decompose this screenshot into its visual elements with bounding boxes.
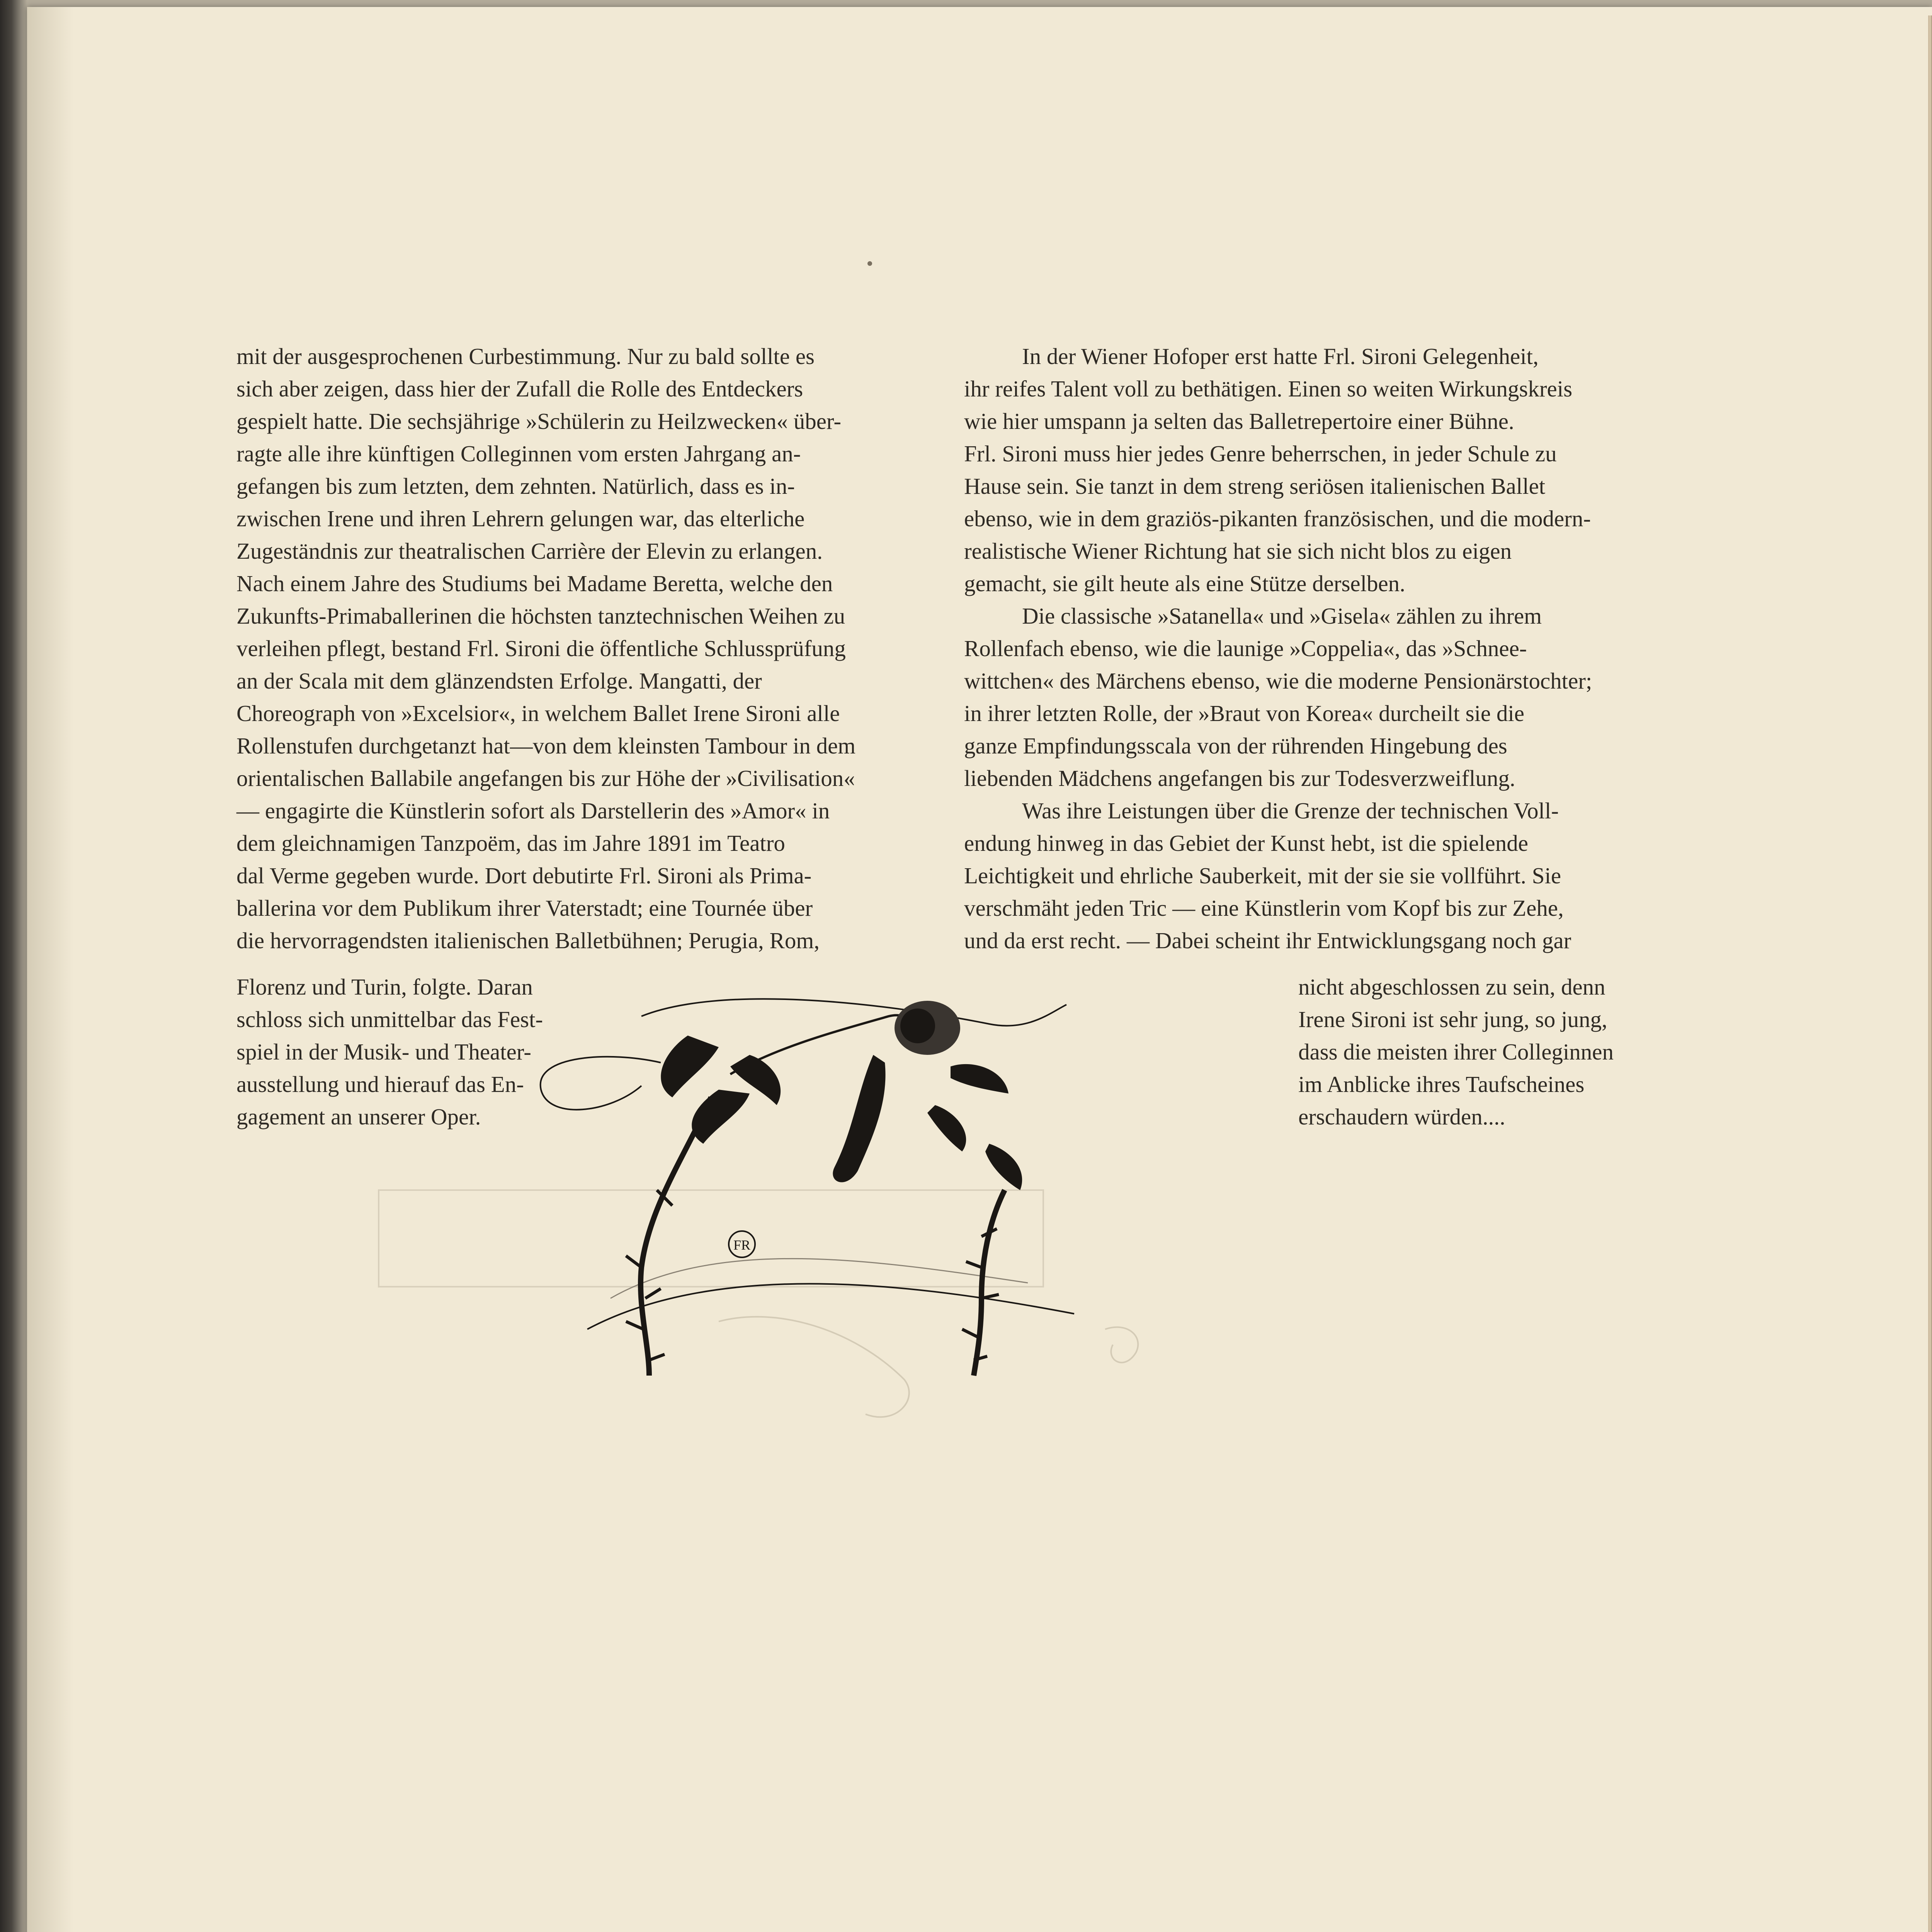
- page-stack-edge: [1928, 15, 1932, 1932]
- text-line: orientalischen Ballabile angefangen bis zur Höhe der »Civilisation«: [236, 765, 855, 791]
- right-stem: [974, 1190, 1005, 1376]
- text-line: Die classische »Satanella« und »Gisela« zählen zu ihrem: [1022, 603, 1542, 629]
- text-line: sich aber zeigen, dass hier der Zufall die Rolle des Entdeckers: [236, 376, 803, 401]
- ribbon-line: [611, 1259, 1028, 1298]
- dancer-hair: [900, 1009, 935, 1043]
- text-line: ballerina vor dem Publikum ihrer Vaterstadt; eine Tournée über: [236, 895, 813, 921]
- text-line: Leichtigkeit und ehrliche Sauberkeit, mit der sie sie vollführt. Sie: [964, 863, 1561, 888]
- text-line: dem gleichnamigen Tanzpoëm, das im Jahre 1891 im Teatro: [236, 830, 785, 856]
- text-line: zwischen Irene und ihren Lehrern gelungen war, das elterliche: [236, 506, 805, 531]
- monogram: FR: [733, 1237, 751, 1253]
- right-text-column: [964, 340, 1638, 957]
- text-line: Nach einem Jahre des Studiums bei Madame Beretta, welche den: [236, 571, 833, 596]
- text-line: realistische Wiener Richtung hat sie sich nicht blos zu eigen: [964, 538, 1512, 564]
- leaf: [951, 1064, 1009, 1094]
- text-line: ihr reifes Talent voll zu bethätigen. Einen so weiten Wirkungskreis: [964, 376, 1573, 401]
- leaf: [985, 1144, 1022, 1190]
- faint-sketch: [719, 1317, 909, 1417]
- text-line: ebenso, wie in dem graziös-pikanten französischen, und die modern-: [964, 506, 1591, 531]
- text-line: spiel in der Musik- und Theater-: [236, 1039, 531, 1065]
- text-line: Zugeständnis zur theatralischen Carrière der Elevin zu erlangen.: [236, 538, 823, 564]
- faint-frame: [379, 1190, 1043, 1287]
- text-line: schloss sich unmittelbar das Fest-: [236, 1007, 543, 1032]
- text-line: in ihrer letzten Rolle, der »Braut von Korea« durcheilt sie die: [964, 701, 1524, 726]
- text-line: Irene Sironi ist sehr jung, so jung,: [1298, 1007, 1607, 1032]
- ribbon-line: [641, 999, 1066, 1026]
- text-line: endung hinweg in das Gebiet der Kunst hebt, ist die spielende: [964, 830, 1528, 856]
- text-line: erschaudern würden....: [1298, 1104, 1505, 1129]
- text-line: dass die meisten ihrer Colleginnen: [1298, 1039, 1614, 1065]
- text-line: dal Verme gegeben wurde. Dort debutirte Frl. Sironi als Prima-: [236, 863, 812, 888]
- text-line: ganze Empfindungsscala von der rührenden Hingebung des: [964, 733, 1507, 759]
- text-line: an der Scala mit dem glänzendsten Erfolge. Mangatti, der: [236, 668, 762, 694]
- right-column-tail: [1298, 971, 1638, 1133]
- text-line: Choreograph von »Excelsior«, in welchem Ballet Irene Sironi alle: [236, 701, 840, 726]
- left-text-column: [236, 340, 917, 957]
- text-line: gemacht, sie gilt heute als eine Stütze derselben.: [964, 571, 1405, 596]
- text-line: verschmäht jeden Tric — eine Künstlerin vom Kopf bis zur Zehe,: [964, 895, 1564, 921]
- text-line: Rollenfach ebenso, wie die launige »Coppelia«, das »Schnee-: [964, 636, 1527, 661]
- text-line: wittchen« des Märchens ebenso, wie die moderne Pensionärstochter;: [964, 668, 1592, 694]
- faint-sketch: [1105, 1327, 1138, 1363]
- text-line: Was ihre Leistungen über die Grenze der technischen Voll-: [1022, 798, 1559, 823]
- text-line: — engagirte die Künstlerin sofort als Darstellerin des »Amor« in: [236, 798, 830, 823]
- text-line: Zukunfts-Primaballerinen die höchsten tanztechnischen Weihen zu: [236, 603, 845, 629]
- dancer-tresses: [833, 1055, 885, 1182]
- ink-illustration: [371, 989, 1291, 1530]
- text-line: ragte alle ihre künftigen Colleginnen vom ersten Jahrgang an-: [236, 441, 801, 466]
- text-line: Florenz und Turin, folgte. Daran: [236, 974, 533, 1000]
- text-line: ausstellung und hierauf das En-: [236, 1071, 524, 1097]
- text-line: und da erst recht. — Dabei scheint ihr Entwicklungsgang noch gar: [964, 928, 1571, 953]
- text-line: gagement an unserer Oper.: [236, 1104, 481, 1129]
- text-line: liebenden Mädchens angefangen bis zur Todesverzweiflung.: [964, 765, 1515, 791]
- text-line: im Anblicke ihres Taufscheines: [1298, 1071, 1585, 1097]
- text-line: nicht abgeschlossen zu sein, denn: [1298, 974, 1605, 1000]
- text-line: gespielt hatte. Die sechsjährige »Schülerin zu Heilzwecken« über-: [236, 408, 841, 434]
- text-line: gefangen bis zum letzten, dem zehnten. Natürlich, dass es in-: [236, 473, 795, 499]
- text-line: Rollenstufen durchgetanzt hat—von dem kleinsten Tambour in dem: [236, 733, 856, 759]
- text-line: In der Wiener Hofoper erst hatte Frl. Sironi Gelegenheit,: [1022, 344, 1539, 369]
- text-line: mit der ausgesprochenen Curbestimmung. Nur zu bald sollte es: [236, 344, 815, 369]
- text-line: Hause sein. Sie tanzt in dem streng seriösen italienischen Ballet: [964, 473, 1546, 499]
- text-line: die hervorragendsten italienischen Balletbühnen; Perugia, Rom,: [236, 928, 820, 953]
- leaf: [927, 1105, 966, 1151]
- text-line: wie hier umspann ja selten das Balletrepertoire einer Bühne.: [964, 408, 1514, 434]
- text-line: Frl. Sironi muss hier jedes Genre beherrschen, in jeder Schule zu: [964, 441, 1557, 466]
- book-page: [27, 7, 1932, 1932]
- leaf: [661, 1036, 719, 1097]
- page-speck: [867, 261, 872, 266]
- text-line: verleihen pflegt, bestand Frl. Sironi die öffentliche Schlussprüfung: [236, 636, 846, 661]
- ribbon-line: [541, 1057, 661, 1110]
